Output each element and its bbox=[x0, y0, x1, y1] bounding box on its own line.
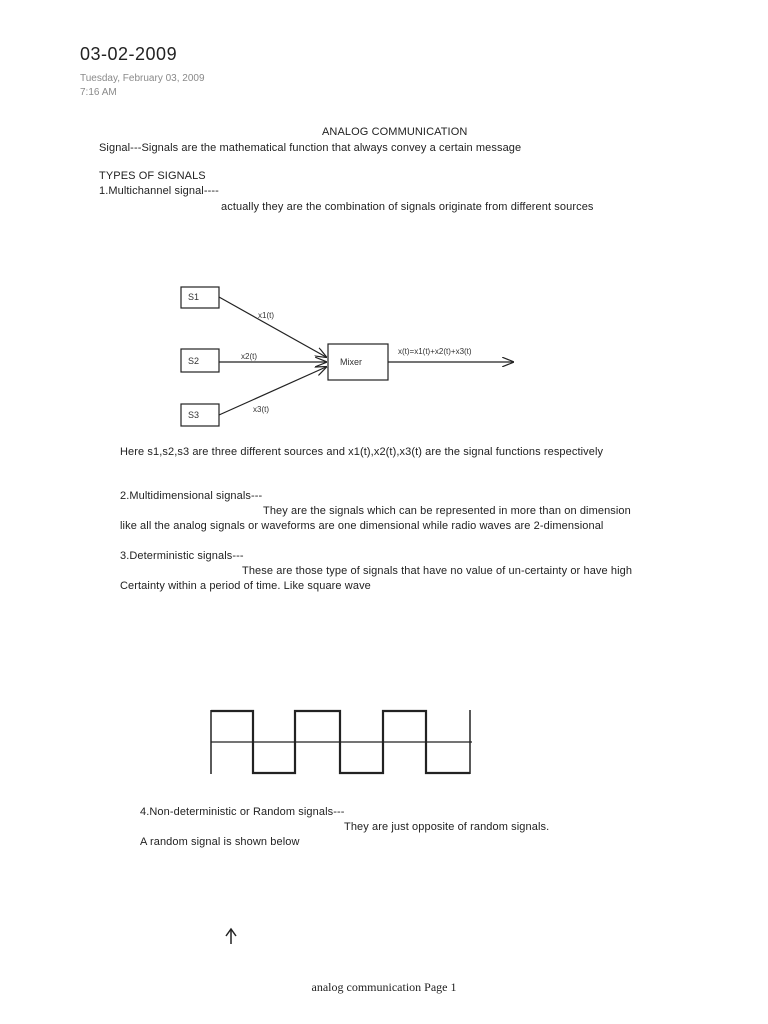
page-date: Tuesday, February 03, 2009 bbox=[80, 73, 205, 84]
signal-label-x2: x2(t) bbox=[241, 352, 257, 361]
source-label-s2: S2 bbox=[188, 356, 200, 366]
source-label-s1: S1 bbox=[188, 292, 200, 302]
item3-description-2: Certainty within a period of time. Like square wave bbox=[120, 580, 371, 592]
mixer-label: Mixer bbox=[340, 357, 362, 367]
types-heading: TYPES OF SIGNALS bbox=[99, 170, 206, 182]
heading: ANALOG COMMUNICATION bbox=[322, 126, 468, 138]
item1-description: actually they are the combination of signals originate from different sources bbox=[221, 201, 594, 213]
page-footer: analog communication Page 1 bbox=[311, 980, 457, 994]
item3-title: 3.Deterministic signals--- bbox=[120, 550, 244, 562]
page-title: 03-02-2009 bbox=[80, 44, 178, 64]
item3-description-1: These are those type of signals that have no value of un-certainty or have high bbox=[242, 565, 633, 577]
item4-description-2: A random signal is shown below bbox=[140, 836, 300, 848]
item2-description-2: like all the analog signals or waveforms are one dimensional while radio waves are 2-dimensional bbox=[120, 520, 604, 532]
item2-title: 2.Multidimensional signals--- bbox=[120, 490, 263, 502]
item1-title: 1.Multichannel signal---- bbox=[99, 185, 219, 197]
signal-label-x1: x1(t) bbox=[258, 311, 274, 320]
signal-label-x3: x3(t) bbox=[253, 405, 269, 414]
item4-title: 4.Non-deterministic or Random signals--- bbox=[140, 806, 345, 818]
diagram-caption: Here s1,s2,s3 are three different sources and x1(t),x2(t),x3(t) are the signal functions respectively bbox=[120, 446, 604, 458]
page-time: 7:16 AM bbox=[80, 87, 117, 98]
item2-description-1: They are the signals which can be represented in more than on dimension bbox=[263, 505, 631, 517]
item4-description-1: They are just opposite of random signals. bbox=[344, 821, 550, 833]
output-label: x(t)=x1(t)+x2(t)+x3(t) bbox=[398, 347, 472, 356]
source-label-s3: S3 bbox=[188, 410, 200, 420]
signal-definition: Signal---Signals are the mathematical function that always convey a certain message bbox=[99, 142, 522, 154]
